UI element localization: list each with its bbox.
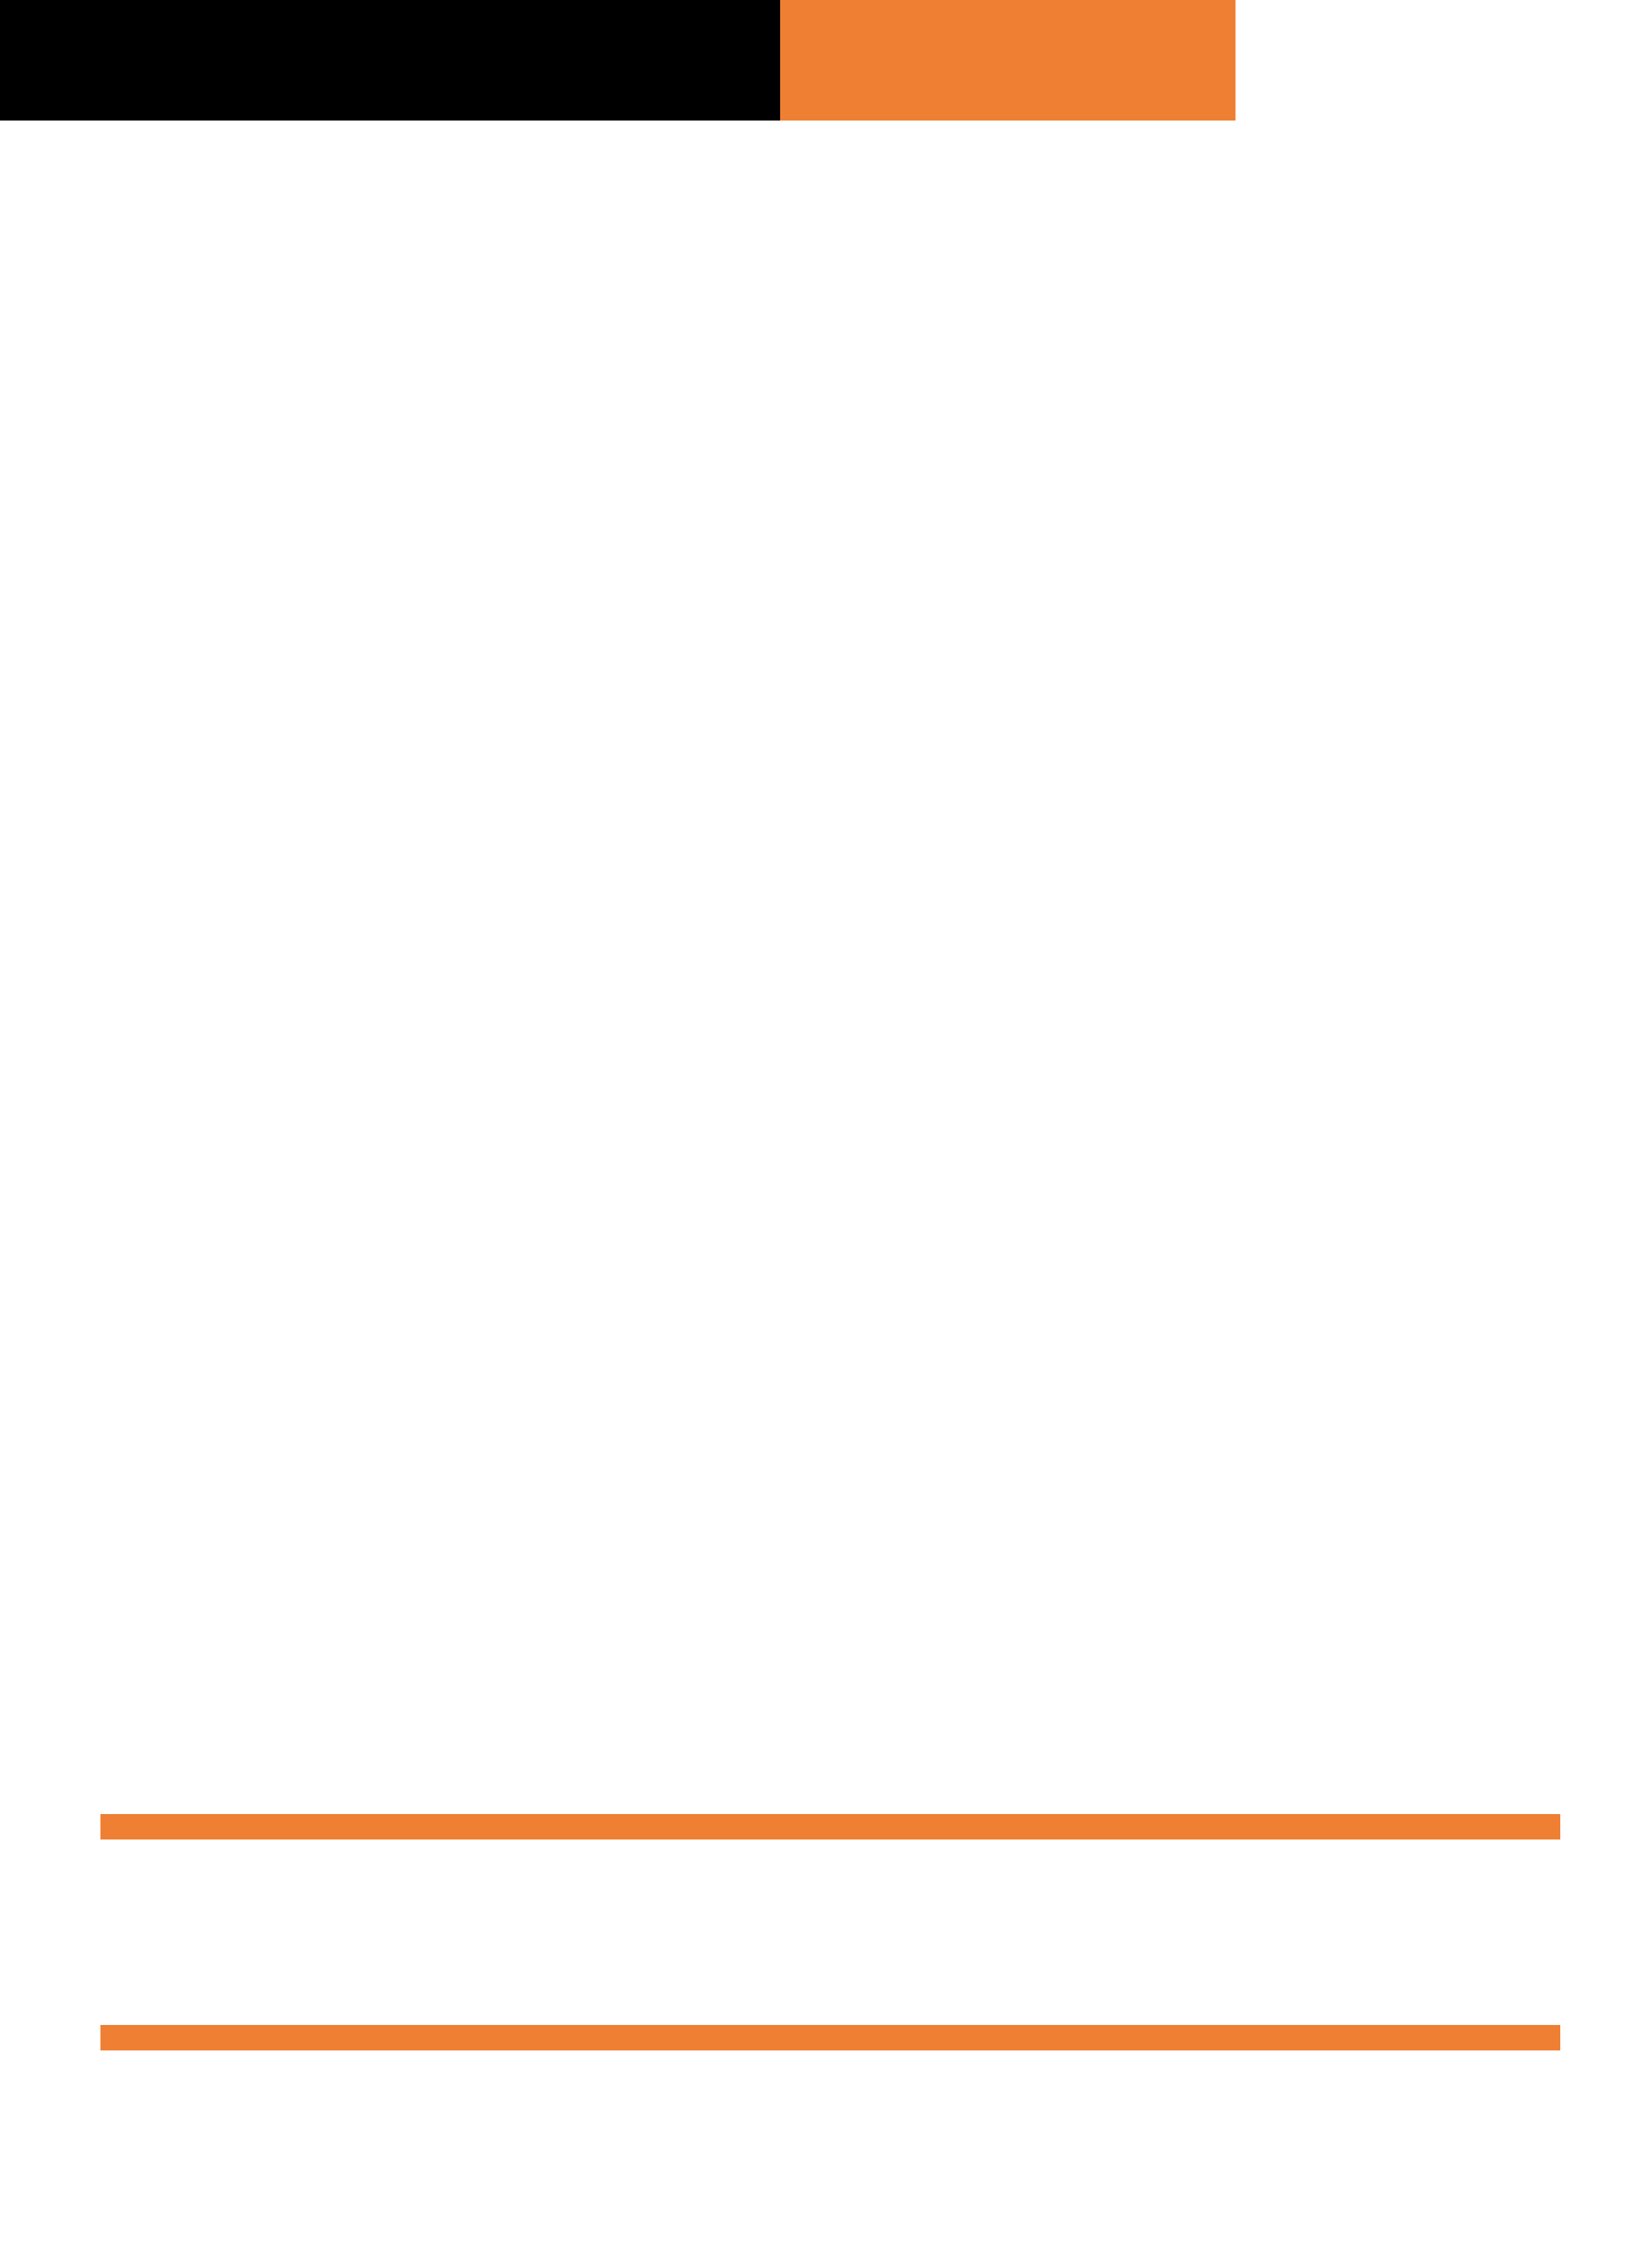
- notes-en-header: [100, 2025, 1560, 2050]
- load-case-diagrams: [0, 221, 1652, 315]
- section-banner: [780, 0, 1235, 121]
- cantilever-diagrams: [0, 1088, 1652, 1249]
- notes-es-header: [100, 1814, 1560, 1839]
- series-banner: [0, 0, 780, 121]
